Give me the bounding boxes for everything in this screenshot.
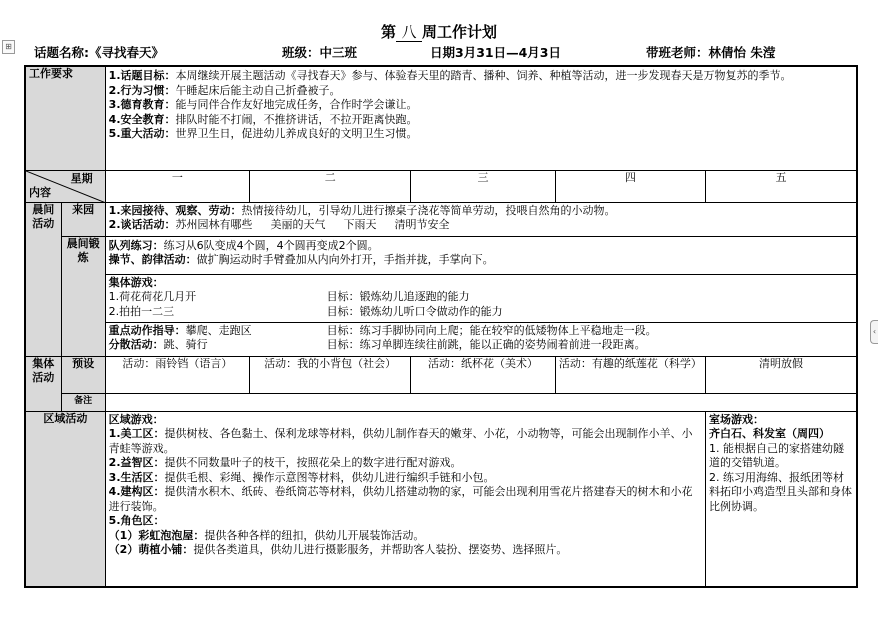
area-activity-label: 区域活动 [25,411,105,587]
area-item: 1.美工区：提供树枝、各色黏土、保利龙球等材料，供幼儿制作春天的嫩芽、小花，小动物等，可能会出现制作小羊、小青蛙等游戏。 [108,427,693,455]
game-row: 2.拍拍一二三 目标：锻炼幼儿听口令做动作的能力 [108,304,503,318]
queue-rhythm-content [105,236,857,274]
margin-handle-icon[interactable]: ⊞ [2,40,15,54]
room-title: 室场游戏： [709,412,765,426]
group-activity-fri: 清明放假 [706,356,857,393]
queue-line: 队列练习：练习从6队变成4个圆，4个圆再变成2个圆。 [108,238,379,252]
teachers: 带班老师：林倩怡 朱滢 [646,45,776,60]
day-header-mon: 一 [105,170,249,202]
preset-label: 预设 [61,356,105,393]
weekly-plan-table [24,65,858,588]
work-item: 3.德育教育：能与同伴合作友好地完成任务，合作时学会谦让。 [108,98,418,111]
page-title [0,23,878,42]
arrival-label: 来园 [61,202,105,236]
group-games-content [105,274,857,322]
group-activity-label: 集体活动 [25,356,61,411]
area-title: 区域游戏： [108,412,164,426]
work-item: 4.安全教育：排队时能不打闹，不推挤讲话，不拉开距离快跑。 [108,112,418,126]
work-item: 1.话题目标：本周继续开展主题活动《寻找春天》参与、体验春天里的踏青、播种、饲养、种植等活动，进一步发现春天是万物复苏的季节。 [108,69,792,82]
title-week-number: 八 [396,23,422,42]
note-label: 备注 [61,393,105,411]
area-item: （1）彩虹泡泡屋：提供各种各样的纽扣，供幼儿开展装饰活动。 [108,528,425,542]
group-activity-mon: 活动：雨铃铛（语言） [105,356,249,393]
note-content [105,393,857,411]
area-games-content [105,411,705,587]
day-header-thu: 四 [555,170,705,202]
week-label: 星期 [70,171,93,185]
work-requirements-label: 工作要求 [25,66,105,170]
key-actions-content [105,322,857,356]
day-header-tue: 二 [250,170,411,202]
class-name: 班级：中三班 [282,45,358,60]
area-item: 5.角色区： [108,514,165,527]
room-subtitle: 齐白石、科发室（周四） [709,427,831,440]
morning-exercise-label: 晨间锻炼 [61,236,105,356]
area-item: 2.益智区：提供不同数量叶子的枝干，按照花朵上的数字进行配对游戏。 [108,456,462,469]
arrival-line: 1.来园接待、观察、劳动：热情接待幼儿，引导幼儿进行擦桌子浇花等简单劳动，投喂自然角的小动物。 [108,203,616,217]
talk-line: 2.谈话活动：苏州园林有哪些 美丽的天气 下雨天 清明节安全 [108,218,450,231]
group-activity-tue: 活动：我的小背包（社会） [250,356,411,393]
topic-name: 话题名称:《寻找春天》 [34,45,164,60]
header-row [0,43,878,61]
content-label: 内容 [29,186,51,199]
key-action-row: 重点动作指导：攀爬、走跑区 目标：练习手脚协同向上爬；能在较窄的低矮物体上平稳地走一段。 [108,323,657,337]
games-title: 集体游戏： [108,275,164,289]
area-item: 4.建构区：提供清水积木、纸砖、卷纸筒芯等材料，供幼儿搭建动物的家，可能会出现利用雪花片搭建春天的树木和小花进行装饰。 [108,485,693,513]
work-item: 5.重大活动：世界卫生日，促进幼儿养成良好的文明卫生习惯。 [108,127,418,140]
day-header-fri: 五 [706,170,857,202]
work-requirements-content [105,66,857,170]
week-content-header [25,170,105,202]
day-header-wed: 三 [411,170,555,202]
morning-activity-label: 晨间活动 [25,202,61,356]
arrival-content [105,202,857,236]
right-collapse-tab-icon[interactable]: ‹ [870,320,878,344]
room-item: 1. 能根据自己的家搭建幼隧道的交错轨道。 [709,441,845,469]
group-activity-thu: 活动：有趣的纸莲花（科学） [555,356,705,393]
area-item: 3.生活区：提供毛根、彩绳、操作示意图等材料，供幼儿进行编织手链和小包。 [108,470,495,484]
date-range: 日期3月31日—4月3日 [430,45,561,60]
room-item: 2. 练习用海绵、报纸团等材料拓印小鸡造型且头部和身体比例协调。 [709,470,853,513]
area-item: （2）萌植小铺：提供各类道具，供幼儿进行摄影服务，并帮助客人装扮、摆姿势、选择照片。 [108,543,568,556]
room-games-content [706,411,857,587]
group-activity-wed: 活动：纸杯花（美术） [411,356,555,393]
split-activity-row: 分散活动：跳、骑行 目标：练习单脚连续往前跳，能以正确的姿势闹着前进一段距离。 [108,338,646,351]
work-item: 2.行为习惯：午睡起床后能主动自己折叠被子。 [108,83,341,97]
rhythm-line: 操节、韵律活动：做扩胸运动时手臂叠加从内向外打开，手指并拢，手掌向下。 [108,253,494,266]
title-prefix: 第 [380,23,396,41]
title-suffix: 周工作计划 [422,23,498,41]
game-row: 1.荷花荷花几月开 目标：锻炼幼儿追逐跑的能力 [108,290,470,303]
